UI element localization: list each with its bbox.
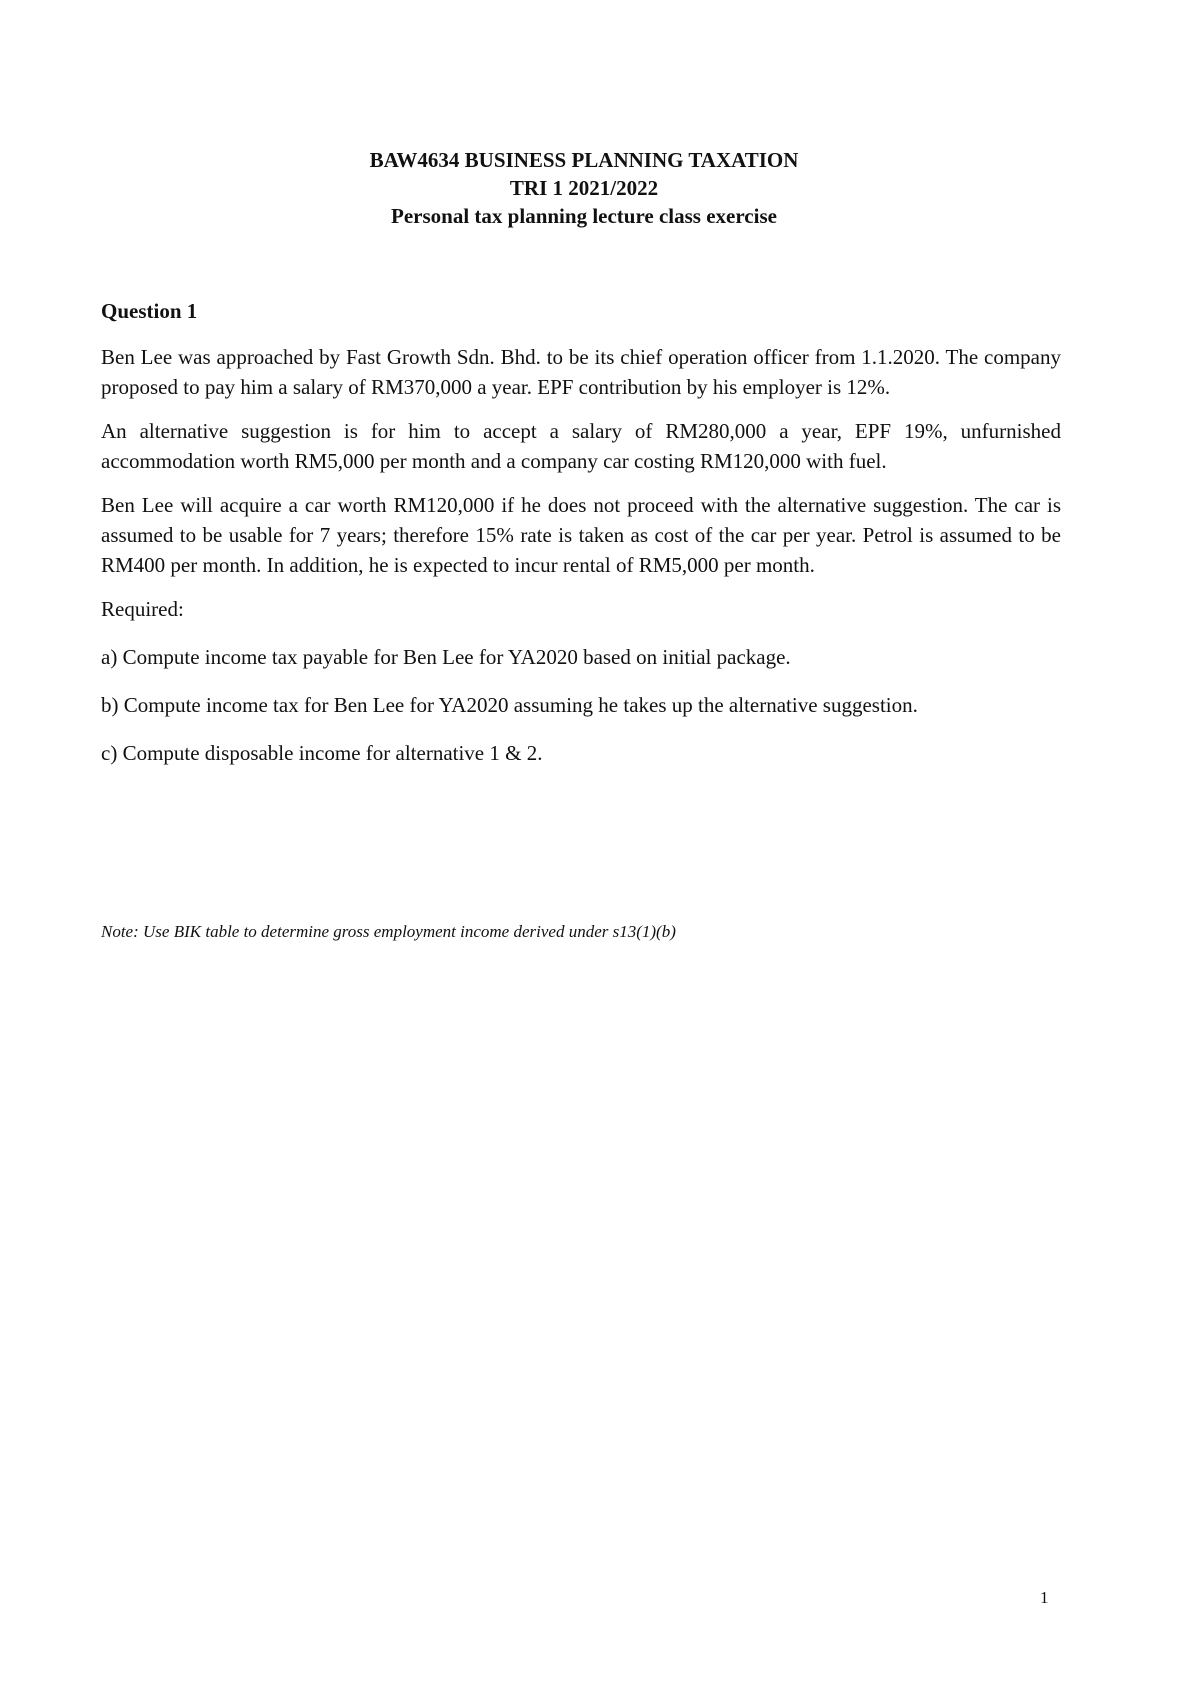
question-paragraph-2: An alternative suggestion is for him to accept a salary of RM280,000 a year, EPF 19%, unfurnished accommodation worth RM5,000 per month and a company car costing RM120,000 with fuel.	[101, 419, 1061, 473]
trimester-label: TRI 1 2021/2022	[509, 176, 659, 200]
exercise-title: Personal tax planning lecture class exercise	[391, 204, 777, 228]
question-title: Question 1	[101, 299, 198, 323]
question-paragraph-3: Ben Lee will acquire a car worth RM120,000 if he does not proceed with the alternative suggestion. The car is assumed to be usable for 7 years; therefore 15% rate is taken as cost of the car per year. Petrol is assumed to be RM400 per month. In addition, he is expected to incur rental of RM5,000 per month.	[101, 493, 1061, 577]
question-body	[101, 296, 1061, 786]
required-item-a: a) Compute income tax payable for Ben Lee for YA2020 based on initial package.	[101, 645, 791, 669]
document-header	[0, 146, 1168, 230]
page-number: 1	[1040, 1588, 1049, 1607]
course-title: BAW4634 BUSINESS PLANNING TAXATION	[369, 148, 799, 172]
required-item-b: b) Compute income tax for Ben Lee for YA2020 assuming he takes up the alternative suggestion.	[101, 693, 918, 717]
required-label: Required:	[101, 597, 184, 621]
note-text: Note: Use BIK table to determine gross employment income derived under s13(1)(b)	[101, 922, 676, 941]
question-paragraph-1: Ben Lee was approached by Fast Growth Sdn. Bhd. to be its chief operation officer from 1.1.2020. The company proposed to pay him a salary of RM370,000 a year. EPF contribution by his employer is 12%.	[101, 345, 1061, 399]
required-item-c: c) Compute disposable income for alternative 1 & 2.	[101, 741, 543, 765]
